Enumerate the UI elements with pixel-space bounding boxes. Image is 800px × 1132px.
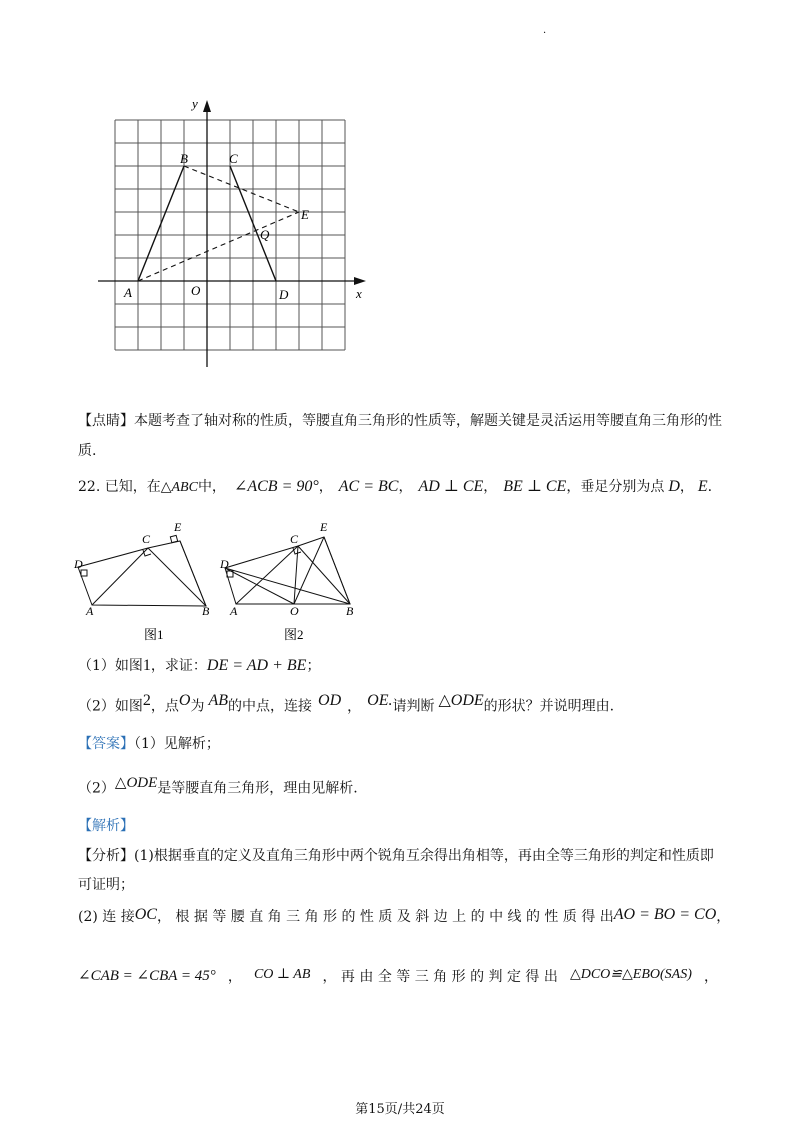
fig2-label-c: C (290, 532, 299, 546)
coordinate-grid-figure (90, 92, 370, 370)
fig1-label-e: E (174, 520, 182, 534)
analysis-tag: 【分析】 (78, 848, 134, 864)
fig2-label-e: E (320, 520, 328, 534)
label-q: Q (260, 227, 270, 242)
y-axis-arrow (203, 100, 211, 112)
page-footer: 第15页/共24页 (355, 1102, 445, 1117)
problem-22-figures (70, 515, 370, 645)
fig1-label-c: C (142, 532, 151, 546)
label-c: C (229, 151, 238, 166)
fig2-label-d: D (220, 557, 229, 571)
question-2: （2）如图$^2$，点$^O$为 $^{AB}$的中点，连接 $^{OD}$ ， $^{OE.}$请判断 $^{\triangle ODE}$的形状？并说明理由. (78, 692, 615, 715)
answer-line-2: $(2)^{\triangle ODE}$是等腰直角三角形，理由见解析. (78, 775, 358, 797)
analysis-line-4: ∠CAB = ∠CBA = 45° ， CO ⊥ AB ， 再 由 全 等 三 角 形 的 判 定 得 出 △DCO≌△EBO(SAS) ， (78, 967, 718, 985)
answer-tag: 【答案】 (78, 736, 134, 752)
fig1-caption: 图1 (144, 627, 164, 642)
label-d: D (279, 287, 289, 302)
question-1: （1）如图1，求证：DE = AD + BE； (78, 657, 321, 674)
analysis-line-3: (2) 连 接 OC ， 根 据 等 腰 直 角 三 角 形 的 性 质 及 斜 边 上 的 中 线 的 性 质 得 出 AO = BO = CO ， (78, 906, 731, 925)
label-o: O (191, 283, 201, 298)
solution-tag: 【解析】 (78, 818, 134, 834)
analysis-line-1: 【分析】(1)根据垂直的定义及直角三角形中两个锐角互余得出角相等，再由全等三角形的判定和性质即 (78, 848, 714, 864)
fig2-label-b: B (346, 604, 354, 618)
label-e: E (301, 207, 309, 222)
answer-line-1: 【答案】（1）见解析； (78, 736, 220, 752)
label-a: A (124, 285, 132, 300)
fig2-label-a: A (230, 604, 238, 618)
comment-line-1: 【点睛】本题考查了轴对称的性质，等腰直角三角形的性质等，解题关键是灵活运用等腰直角三角形的性 (78, 413, 722, 429)
fig1-label-d: D (74, 557, 83, 571)
fig2-label-o: O (290, 604, 299, 618)
figure-2 (225, 537, 350, 604)
label-b: B (180, 151, 188, 166)
fig1-label-b: B (202, 604, 210, 618)
comment-tag: 【点睛】 (78, 413, 134, 429)
x-axis-arrow (354, 277, 366, 285)
y-axis-label: y (192, 96, 198, 111)
fig1-label-a: A (86, 604, 94, 618)
fig2-caption: 图2 (284, 627, 304, 642)
comment-line-2: 质. (78, 443, 97, 459)
header-dot: · (543, 28, 547, 39)
x-axis-label: x (356, 286, 362, 301)
analysis-line-2: 可证明； (78, 877, 134, 893)
problem-22-statement: 22. 已知，在△ABC中， ∠ACB = 90°， AC = BC， AD ⊥ CE， BE ⊥ CE，垂足分别为点 D， E. (78, 478, 713, 495)
